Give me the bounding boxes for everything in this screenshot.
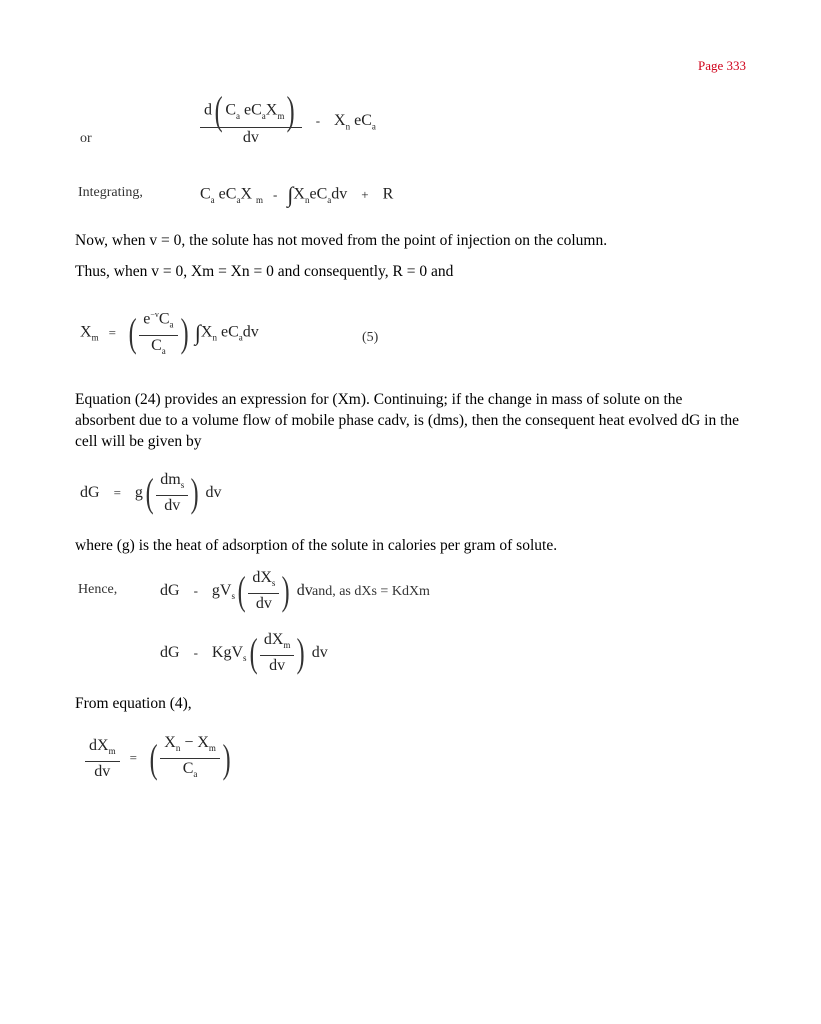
paragraph-3: Equation (24) provides an expression for (Xm). Continuing; if the change in mass of solute on the absorbent due to a volume flow of mobile phase cadv, is (dms), then the consequent heat evolved dG in the cell will be given by — [75, 391, 740, 450]
paragraph-5: From equation (4), — [75, 695, 192, 712]
label-hence: Hence, — [78, 582, 118, 597]
label-and-as: and, as dXs = KdXm — [312, 584, 430, 599]
label-integrating: Integrating, — [78, 185, 143, 200]
equation-number: (5) — [362, 330, 379, 345]
equation-5: dG - $gV_s$( $\frac{dX_s}{dv}$ ) dv — [160, 568, 313, 614]
equation-2: $C_a$ $eC_aX$ $_m - \int X_neC_adv + R$ — [200, 182, 394, 207]
paragraph-4: where (g) is the heat of adsorption of the solute in calories per gram of solute. — [75, 537, 558, 554]
paragraph-1: Now, when v = 0, the solute has not moved from the point of injection on the column. — [75, 232, 608, 249]
page-number: Page 333 — [698, 58, 747, 73]
equation-3: $X_m$ = ( $\frac{e^{-v}C_a}{C_a}$ ) $\int X_n$ $eC_adv$ — [80, 305, 259, 361]
equation-4: dG = g( $\frac{dm_s}{dv}$ ) dv — [80, 470, 222, 516]
label-or: or — [80, 131, 92, 146]
equation-6: dG - KgV$_s$( $\frac{dX_m}{dv}$ ) dv — [160, 630, 328, 676]
equation-1: $\frac{d( C_a eC_aX_m)}{dv}$ - $X_n$ $eC_a$ — [200, 95, 376, 148]
paragraph-2: Thus, when v = 0, Xm = Xn = 0 and consequently, R = 0 and — [75, 263, 454, 280]
equation-7: $\frac{dX_m}{dv}$ = ( $\frac{X_n - X_m}{C_a}$ ) — [85, 733, 233, 784]
